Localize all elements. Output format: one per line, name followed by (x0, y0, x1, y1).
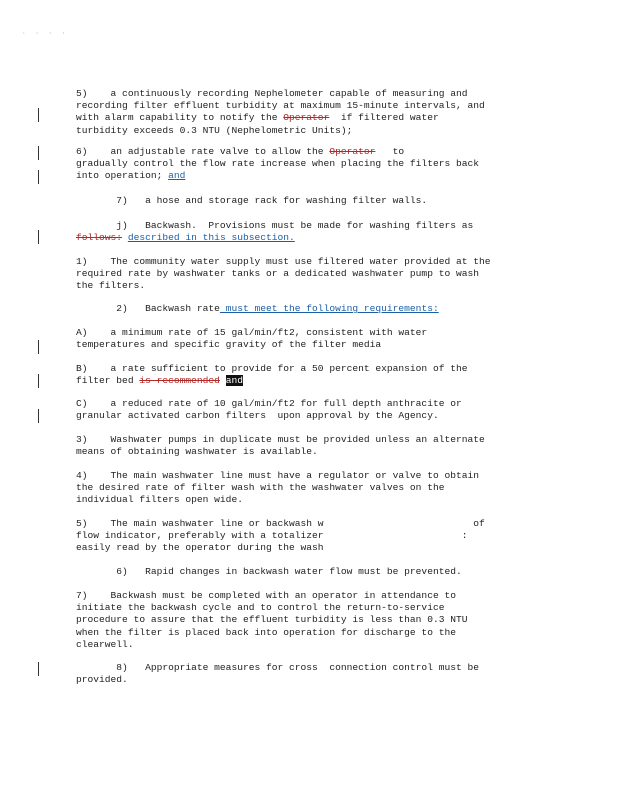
line-text: 6) Rapid changes in backwash water flow must be prevented. (76, 566, 462, 577)
text-line (76, 639, 546, 651)
line-text: 4) The main washwater line must have a regulator or valve to obtain (76, 470, 480, 481)
text-line (76, 146, 546, 158)
line-text: 5) a continuously recording Nephelometer capable of measuring and (76, 88, 468, 99)
text-line (76, 363, 546, 375)
text-line (76, 662, 546, 674)
text-line (76, 566, 546, 578)
inserted-text: must meet the following requirements: (219, 303, 439, 314)
text-line (76, 542, 546, 554)
text-line (76, 375, 546, 387)
paragraph (76, 434, 546, 458)
text-line (76, 470, 546, 482)
revision-bar (38, 108, 39, 122)
text-line (76, 590, 546, 602)
revision-bar (38, 230, 39, 244)
line-text: granular activated carbon filters upon approval by the Agency. (76, 410, 439, 422)
text-line (76, 170, 546, 182)
paragraph (76, 398, 546, 422)
paragraph (76, 470, 546, 507)
line-text: when the filter is placed back into operation for discharge to the (76, 626, 456, 638)
paragraph (76, 327, 546, 351)
line-text: clearwell. (76, 638, 134, 650)
line-text: individual filters open wide. (76, 494, 243, 506)
paragraph (76, 303, 546, 315)
line-text: recording filter effluent turbidity at maximum 15-minute intervals, and (76, 100, 485, 112)
line-text: initiate the backwash cycle and to control the return-to-service (76, 602, 445, 614)
line-text: means of obtaining washwater is available. (76, 446, 318, 458)
line-text: with alarm capability to notify the (76, 112, 284, 124)
text-line (76, 614, 546, 626)
paragraph (76, 590, 546, 651)
line-text: j) Backwash. Provisions must be made for washing filters as (76, 220, 474, 231)
line-text: 7) Backwash must be completed with an operator in attendance to (76, 590, 456, 601)
text-line (76, 627, 546, 639)
paragraph (76, 566, 546, 578)
revision-bar (38, 146, 39, 160)
text-line (76, 256, 546, 268)
paragraph (76, 518, 546, 555)
highlighted-text: and (225, 375, 243, 387)
line-text: 1) The community water supply must use filtered water provided at the (76, 256, 491, 267)
inserted-text: and (168, 170, 186, 182)
revision-bar (38, 374, 39, 388)
paragraph (76, 363, 546, 387)
scan-artifact: · · · · (22, 30, 69, 37)
text-line (76, 220, 546, 232)
text-line (76, 195, 546, 207)
deleted-text: follows: (76, 232, 123, 244)
text-line (76, 232, 546, 244)
text-line (76, 530, 546, 542)
text-line (76, 482, 546, 494)
line-text: flow indicator, preferably with a totalizer : (76, 530, 468, 542)
line-text: turbidity exceeds 0.3 NTU (Nephelometric Units); (76, 124, 353, 136)
line-text: into operation; (76, 170, 169, 182)
text-line (76, 125, 546, 137)
text-line (76, 398, 546, 410)
line-text: 2) Backwash rate (76, 303, 220, 314)
text-line (76, 446, 546, 458)
line-text: gradually control the flow rate increase when placing the filters back (76, 158, 480, 170)
inserted-text: described in this subsection. (127, 232, 295, 244)
paragraph (76, 146, 546, 183)
line-text (220, 375, 226, 386)
line-text: required rate by washwater tanks or a dedicated washwater pump to wash (76, 268, 480, 280)
deleted-text: Operator (329, 146, 376, 157)
line-text: 6) an adjustable rate valve to allow the (76, 146, 330, 157)
line-text: 7) a hose and storage rack for washing filter walls. (76, 195, 428, 206)
text-line (76, 280, 546, 292)
text-line (76, 339, 546, 351)
deleted-text: Operator (283, 112, 330, 124)
revision-bar (38, 662, 39, 676)
text-line (76, 327, 546, 339)
text-line (76, 268, 546, 280)
text-line (76, 410, 546, 422)
revision-bar (38, 409, 39, 423)
paragraph (76, 88, 546, 137)
revision-bar (38, 340, 39, 354)
deleted-text: is recommended (139, 375, 220, 387)
line-text: 8) Appropriate measures for cross connection control must be (76, 662, 480, 673)
paragraph (76, 220, 546, 244)
line-text: to (375, 146, 405, 157)
revision-bar (38, 170, 39, 184)
text-line (76, 518, 546, 530)
line-text: A) a minimum rate of 15 gal/min/ft2, consistent with water (76, 327, 428, 338)
line-text: C) a reduced rate of 10 gal/min/ft2 for full depth anthracite or (76, 398, 462, 409)
text-line (76, 100, 546, 112)
line-text: easily read by the operator during the wash (76, 542, 324, 554)
line-text: the filters. (76, 280, 146, 292)
line-text: provided. (76, 674, 128, 686)
line-text: if filtered water (329, 112, 439, 124)
paragraph (76, 195, 546, 207)
line-text: 5) The main washwater line or backwash w of (76, 518, 485, 529)
line-text: 3) Washwater pumps in duplicate must be provided unless an alternate (76, 434, 485, 445)
text-line (76, 158, 546, 170)
line-text: procedure to assure that the effluent turbidity is less than 0.3 NTU (76, 614, 468, 626)
text-line (76, 112, 546, 124)
line-text: filter bed (76, 375, 140, 387)
text-line (76, 602, 546, 614)
line-text: B) a rate sufficient to provide for a 50 percent expansion of the (76, 363, 468, 374)
text-line (76, 494, 546, 506)
line-text: temperatures and specific gravity of the filter media (76, 339, 382, 351)
text-line (76, 674, 546, 686)
text-line (76, 88, 546, 100)
paragraph (76, 256, 546, 293)
text-line (76, 434, 546, 446)
line-text: the desired rate of filter wash with the washwater valves on the (76, 482, 445, 494)
paragraph (76, 662, 546, 686)
text-line (76, 303, 546, 315)
